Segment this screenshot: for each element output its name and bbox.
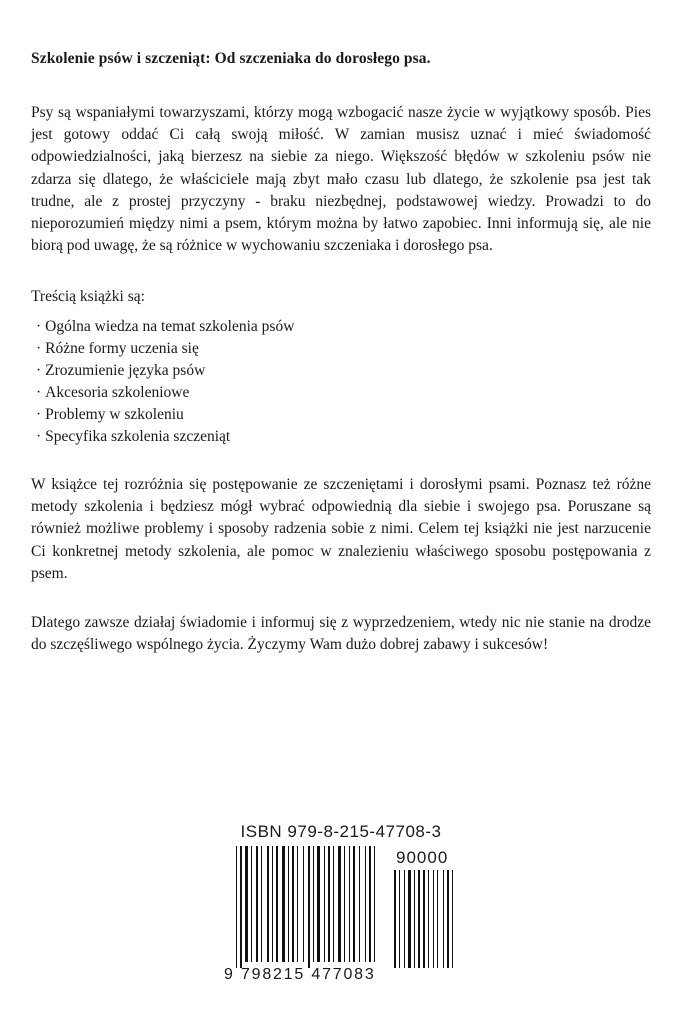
description-paragraph-3: Dlatego zawsze działaj świadomie i informuj się z wyprzedzeniem, wtedy nic nie stanie na drodze do szczęśliwego wspólnego życia. Życzymy Wam dużo dobrej zabawy i sukcesów! [31,614,651,654]
description-paragraph-1: Psy są wspaniałymi towarzyszami, którzy mogą wzbogacić nasze życie w wyjątkowy sposób. Pies jest gotowy oddać Ci całą swoją miłość. W zamian musisz uznać i mieć świadomość odpowiedzialności, jaką bierzesz na siebie za niego. Większość błędów w szkoleniu psów nie zdarza się dlatego, że właściciele mają zbyt mało czasu lub dlatego, że szkolenie psa jest tak trudne, ale z prostej przyczyny - braku niezbędnej, podstawowej wiedzy. Prowadzi to do nieporozumień między nimi a psem, którym można by łatwo zapobiec. Inni informują się, ale nie biorą pod uwagę, że są różnice w wychowaniu szczeniaka i dorosłego psa. [31,104,651,255]
contents-list-item: · Akcesoria szkoleniowe [36,382,294,404]
isbn-label: ISBN 979-8-215-47708-3 [240,822,442,841]
contents-list-item: · Problemy w szkoleniu [36,404,294,426]
contents-list-item: · Zrozumienie języka psów [36,360,294,382]
contents-list [36,316,294,448]
isbn-barcode-block [224,822,458,992]
barcode-digits: 9 798215 477083 [224,966,376,983]
contents-intro: Treścią książki są: [31,288,145,305]
contents-list-item: · Różne formy uczenia się [36,338,294,360]
book-title: Szkolenie psów i szczeniąt: Od szczeniaka do dorosłego psa. [31,50,431,67]
contents-list-item: · Ogólna wiedza na temat szkolenia psów [36,316,294,338]
description-paragraph-2: W książce tej rozróżnia się postępowanie ze szczeniętami i dorosłymi psami. Poznasz też różne metody szkolenia i będziesz mógł wybrać odpowiednią dla siebie i swojego psa. Poruszane są również możliwe problemy i sposoby radzenia sobie z nimi. Celem tej książki nie jest narzucenie Ci konkretnej metody szkolenia, ale pomoc w znalezieniu właściwego sposobu postępowania z psem. [31,476,651,582]
contents-list-item: · Specyfika szkolenia szczeniąt [36,426,294,448]
price-addon-code: 90000 [396,848,449,867]
